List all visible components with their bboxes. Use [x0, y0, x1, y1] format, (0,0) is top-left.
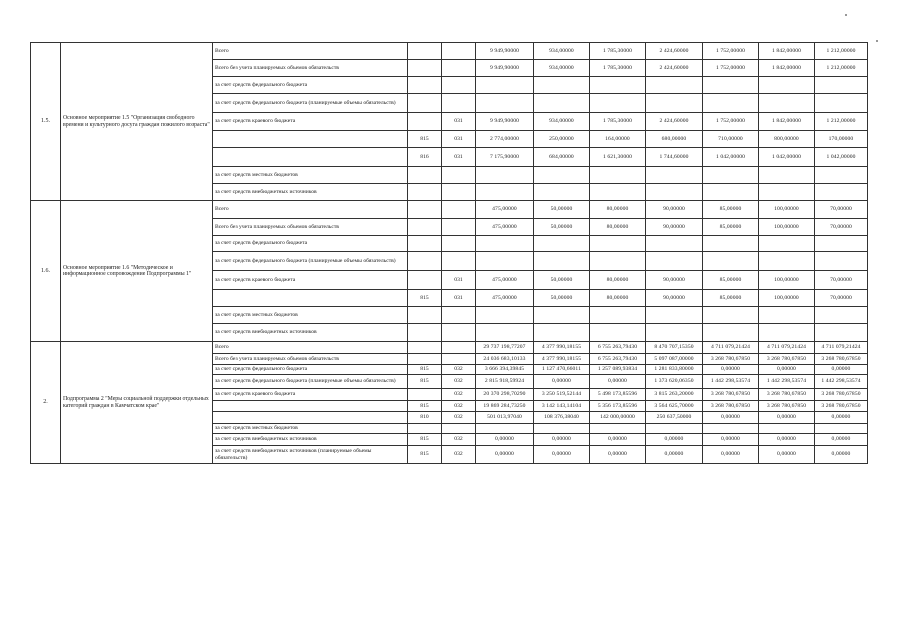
year-amount-cell: 710,00000	[703, 131, 759, 148]
year-amount-cell: 934,00000	[534, 113, 590, 131]
year-amount-cell: 250 637,50000	[646, 412, 703, 424]
year-amount-cell	[815, 184, 868, 201]
grbs-code-cell: 815	[408, 365, 442, 375]
funding-source-cell: Всего	[213, 201, 408, 219]
total-amount-cell: 7 175,90000	[476, 148, 534, 167]
year-amount-cell	[590, 252, 646, 271]
year-amount-cell: 0,00000	[646, 434, 703, 446]
year-amount-cell: 100,00000	[759, 201, 815, 219]
total-amount-cell: 9 949,90000	[476, 60, 534, 77]
year-amount-cell	[759, 324, 815, 342]
program-code-cell	[442, 324, 476, 342]
section-number: 2.	[31, 342, 61, 464]
year-amount-cell	[534, 307, 590, 324]
year-amount-cell: 85,00000	[703, 219, 759, 236]
year-amount-cell	[759, 252, 815, 271]
funding-source-cell: за счет средств внебюджетных источников	[213, 434, 408, 446]
total-amount-cell: 19 869 284,73250	[476, 401, 534, 412]
year-amount-cell: 0,00000	[703, 365, 759, 375]
funding-source-cell: за счет средств федерального бюджета (планируемые объемы обязательств)	[213, 94, 408, 113]
year-amount-cell: 1 042,00000	[703, 148, 759, 167]
year-amount-cell: 100,00000	[759, 271, 815, 290]
year-amount-cell: 3 815 263,20000	[646, 389, 703, 401]
program-code-cell: 031	[442, 113, 476, 131]
program-code-cell: 032	[442, 365, 476, 375]
funding-source-cell: Всего без учета планируемых объемов обязательств	[213, 354, 408, 365]
program-code-cell	[442, 354, 476, 365]
program-code-cell: 032	[442, 446, 476, 464]
year-amount-cell: 0,00000	[534, 375, 590, 389]
year-amount-cell: 0,00000	[759, 434, 815, 446]
year-amount-cell: 1 042,00000	[759, 148, 815, 167]
year-amount-cell	[815, 424, 868, 434]
budget-allocation-table	[30, 42, 868, 464]
year-amount-cell: 1 257 089,93834	[590, 365, 646, 375]
year-amount-cell: 1 785,30000	[590, 60, 646, 77]
funding-source-cell: за счет средств федерального бюджета	[213, 365, 408, 375]
year-amount-cell: 4 711 079,21424	[815, 342, 868, 354]
year-amount-cell: 80,00000	[590, 271, 646, 290]
grbs-code-cell	[408, 236, 442, 252]
grbs-code-cell	[408, 424, 442, 434]
funding-source-cell: за счет средств федерального бюджета	[213, 236, 408, 252]
year-amount-cell: 2 424,60000	[646, 60, 703, 77]
year-amount-cell: 3 564 625,70000	[646, 401, 703, 412]
year-amount-cell	[590, 324, 646, 342]
grbs-code-cell	[408, 43, 442, 60]
year-amount-cell: 3 268 780,67850	[759, 401, 815, 412]
total-amount-cell	[476, 252, 534, 271]
section-name: Основное мероприятие 1.5 "Организация свободного времени и культурного досуга граждан пожилого возраста"	[61, 43, 213, 201]
program-code-cell: 032	[442, 389, 476, 401]
year-amount-cell	[815, 167, 868, 184]
total-amount-cell	[476, 94, 534, 113]
year-amount-cell	[646, 94, 703, 113]
year-amount-cell: 1 752,00000	[703, 60, 759, 77]
year-amount-cell: 1 752,00000	[703, 113, 759, 131]
year-amount-cell	[759, 307, 815, 324]
funding-source-cell: за счет средств внебюджетных источников (планируемые объемы обязательств)	[213, 446, 408, 464]
year-amount-cell: 108 376,38040	[534, 412, 590, 424]
year-amount-cell	[815, 94, 868, 113]
program-code-cell	[442, 342, 476, 354]
year-amount-cell: 3 268 780,67850	[815, 401, 868, 412]
program-code-cell	[442, 219, 476, 236]
year-amount-cell: 0,00000	[759, 365, 815, 375]
total-amount-cell	[476, 307, 534, 324]
year-amount-cell: 3 268 780,67850	[759, 354, 815, 365]
program-code-cell	[442, 201, 476, 219]
funding-source-cell: за счет средств местных бюджетов	[213, 307, 408, 324]
grbs-code-cell: 815	[408, 434, 442, 446]
total-amount-cell: 9 949,90000	[476, 43, 534, 60]
year-amount-cell: 0,00000	[815, 365, 868, 375]
year-amount-cell	[534, 94, 590, 113]
year-amount-cell: 1 442 298,53574	[759, 375, 815, 389]
total-amount-cell: 3 666 394,39845	[476, 365, 534, 375]
year-amount-cell	[646, 184, 703, 201]
grbs-code-cell	[408, 271, 442, 290]
funding-source-cell	[213, 290, 408, 307]
year-amount-cell	[703, 307, 759, 324]
funding-source-cell: за счет средств федерального бюджета (планируемые объемы обязательств)	[213, 252, 408, 271]
year-amount-cell	[646, 77, 703, 94]
year-amount-cell: 2 424,60000	[646, 113, 703, 131]
total-amount-cell: 24 036 683,10133	[476, 354, 534, 365]
program-code-cell: 031	[442, 290, 476, 307]
grbs-code-cell	[408, 184, 442, 201]
year-amount-cell: 3 268 780,67850	[703, 401, 759, 412]
total-amount-cell: 20 370 298,70290	[476, 389, 534, 401]
year-amount-cell: 0,00000	[815, 412, 868, 424]
year-amount-cell: 3 268 780,67850	[703, 389, 759, 401]
year-amount-cell: 4 711 079,21424	[759, 342, 815, 354]
year-amount-cell: 934,00000	[534, 60, 590, 77]
year-amount-cell	[646, 236, 703, 252]
year-amount-cell	[534, 184, 590, 201]
program-code-cell: 032	[442, 375, 476, 389]
section-number: 1.6.	[31, 201, 61, 342]
total-amount-cell: 2 815 918,59924	[476, 375, 534, 389]
section-name: Подпрограмма 2 "Меры социальной поддержки отдельных категорий граждан в Камчатском крае"	[61, 342, 213, 464]
year-amount-cell: 90,00000	[646, 201, 703, 219]
grbs-code-cell	[408, 389, 442, 401]
year-amount-cell: 1 842,00000	[759, 60, 815, 77]
year-amount-cell	[815, 307, 868, 324]
table-row	[31, 201, 868, 219]
year-amount-cell: 4 377 990,18155	[534, 354, 590, 365]
program-code-cell: 031	[442, 271, 476, 290]
year-amount-cell: 1 744,60000	[646, 148, 703, 167]
year-amount-cell: 50,00000	[534, 219, 590, 236]
program-code-cell	[442, 184, 476, 201]
year-amount-cell: 70,00000	[815, 290, 868, 307]
year-amount-cell: 100,00000	[759, 290, 815, 307]
grbs-code-cell	[408, 60, 442, 77]
grbs-code-cell: 815	[408, 401, 442, 412]
year-amount-cell	[759, 424, 815, 434]
year-amount-cell: 0,00000	[703, 412, 759, 424]
total-amount-cell: 475,00000	[476, 219, 534, 236]
year-amount-cell: 1 842,00000	[759, 113, 815, 131]
year-amount-cell: 1 212,00000	[815, 43, 868, 60]
funding-source-cell: за счет средств федерального бюджета	[213, 77, 408, 94]
year-amount-cell: 0,00000	[815, 446, 868, 464]
year-amount-cell: 50,00000	[534, 271, 590, 290]
funding-source-cell: за счет средств внебюджетных источников	[213, 184, 408, 201]
year-amount-cell: 85,00000	[703, 271, 759, 290]
total-amount-cell	[476, 424, 534, 434]
year-amount-cell: 0,00000	[759, 446, 815, 464]
year-amount-cell: 0,00000	[590, 446, 646, 464]
year-amount-cell	[815, 236, 868, 252]
year-amount-cell: 250,00000	[534, 131, 590, 148]
year-amount-cell: 50,00000	[534, 201, 590, 219]
year-amount-cell	[646, 424, 703, 434]
funding-source-cell: за счет средств краевого бюджета	[213, 113, 408, 131]
year-amount-cell	[759, 236, 815, 252]
year-amount-cell: 170,00000	[815, 131, 868, 148]
grbs-code-cell	[408, 201, 442, 219]
total-amount-cell	[476, 324, 534, 342]
funding-source-cell: за счет средств краевого бюджета	[213, 389, 408, 401]
year-amount-cell	[646, 167, 703, 184]
year-amount-cell	[759, 94, 815, 113]
funding-source-cell: за счет средств местных бюджетов	[213, 167, 408, 184]
total-amount-cell	[476, 236, 534, 252]
year-amount-cell	[646, 252, 703, 271]
grbs-code-cell	[408, 94, 442, 113]
year-amount-cell: 5 097 087,00000	[646, 354, 703, 365]
year-amount-cell	[534, 424, 590, 434]
year-amount-cell	[590, 236, 646, 252]
grbs-code-cell: 815	[408, 290, 442, 307]
year-amount-cell	[703, 94, 759, 113]
scan-speck	[876, 40, 878, 42]
year-amount-cell: 80,00000	[590, 201, 646, 219]
table-body	[31, 43, 868, 464]
program-code-cell	[442, 236, 476, 252]
program-code-cell: 031	[442, 148, 476, 167]
year-amount-cell: 100,00000	[759, 219, 815, 236]
year-amount-cell	[703, 424, 759, 434]
year-amount-cell: 1 373 620,06350	[646, 375, 703, 389]
program-code-cell	[442, 424, 476, 434]
year-amount-cell: 3 142 143,14104	[534, 401, 590, 412]
year-amount-cell: 0,00000	[703, 434, 759, 446]
total-amount-cell: 475,00000	[476, 290, 534, 307]
program-code-cell	[442, 252, 476, 271]
year-amount-cell: 3 268 780,67850	[703, 354, 759, 365]
grbs-code-cell	[408, 113, 442, 131]
year-amount-cell: 6 755 263,79430	[590, 354, 646, 365]
grbs-code-cell: 815	[408, 446, 442, 464]
total-amount-cell: 2 774,00000	[476, 131, 534, 148]
grbs-code-cell	[408, 342, 442, 354]
year-amount-cell: 1 621,30000	[590, 148, 646, 167]
grbs-code-cell: 815	[408, 375, 442, 389]
year-amount-cell: 684,00000	[534, 148, 590, 167]
year-amount-cell	[703, 77, 759, 94]
year-amount-cell: 0,00000	[815, 434, 868, 446]
year-amount-cell	[703, 184, 759, 201]
year-amount-cell: 3 268 780,67850	[759, 389, 815, 401]
year-amount-cell: 80,00000	[590, 219, 646, 236]
year-amount-cell: 70,00000	[815, 219, 868, 236]
year-amount-cell	[590, 77, 646, 94]
year-amount-cell	[703, 236, 759, 252]
year-amount-cell	[703, 252, 759, 271]
funding-source-cell: Всего	[213, 342, 408, 354]
grbs-code-cell	[408, 77, 442, 94]
year-amount-cell: 1 442 298,53574	[703, 375, 759, 389]
year-amount-cell: 90,00000	[646, 271, 703, 290]
year-amount-cell: 800,00000	[759, 131, 815, 148]
year-amount-cell	[534, 77, 590, 94]
total-amount-cell: 9 949,90000	[476, 113, 534, 131]
year-amount-cell: 1 281 833,80000	[646, 365, 703, 375]
year-amount-cell	[759, 77, 815, 94]
year-amount-cell: 4 711 079,21424	[703, 342, 759, 354]
year-amount-cell: 3 268 780,67850	[815, 389, 868, 401]
year-amount-cell: 5 356 173,85596	[590, 401, 646, 412]
year-amount-cell: 4 377 990,18155	[534, 342, 590, 354]
year-amount-cell: 0,00000	[590, 375, 646, 389]
year-amount-cell	[590, 94, 646, 113]
total-amount-cell: 0,00000	[476, 434, 534, 446]
year-amount-cell: 70,00000	[815, 271, 868, 290]
program-code-cell	[442, 77, 476, 94]
year-amount-cell	[590, 167, 646, 184]
total-amount-cell	[476, 184, 534, 201]
grbs-code-cell: 815	[408, 131, 442, 148]
program-code-cell: 031	[442, 131, 476, 148]
funding-source-cell: за счет средств внебюджетных источников	[213, 324, 408, 342]
year-amount-cell: 1 042,00000	[815, 148, 868, 167]
year-amount-cell	[815, 77, 868, 94]
year-amount-cell: 3 268 780,67850	[815, 354, 868, 365]
total-amount-cell: 475,00000	[476, 201, 534, 219]
year-amount-cell: 1 212,00000	[815, 113, 868, 131]
year-amount-cell	[759, 167, 815, 184]
year-amount-cell: 90,00000	[646, 219, 703, 236]
year-amount-cell	[590, 184, 646, 201]
table-row	[31, 342, 868, 354]
section-number: 1.5.	[31, 43, 61, 201]
grbs-code-cell	[408, 167, 442, 184]
section-name: Основное мероприятие 1.6 "Методическое и информационное сопровождение Подпрограммы 1"	[61, 201, 213, 342]
program-code-cell	[442, 307, 476, 324]
year-amount-cell	[759, 184, 815, 201]
year-amount-cell: 1 752,00000	[703, 43, 759, 60]
table-row	[31, 43, 868, 60]
year-amount-cell: 2 424,60000	[646, 43, 703, 60]
year-amount-cell: 1 442 298,53574	[815, 375, 868, 389]
year-amount-cell: 1 842,00000	[759, 43, 815, 60]
funding-source-cell: за счет средств краевого бюджета	[213, 271, 408, 290]
year-amount-cell	[815, 324, 868, 342]
program-code-cell	[442, 94, 476, 113]
year-amount-cell: 1 785,30000	[590, 43, 646, 60]
funding-source-cell	[213, 401, 408, 412]
year-amount-cell: 85,00000	[703, 290, 759, 307]
program-code-cell	[442, 167, 476, 184]
grbs-code-cell	[408, 324, 442, 342]
program-code-cell: 032	[442, 401, 476, 412]
program-code-cell	[442, 43, 476, 60]
grbs-code-cell: 816	[408, 148, 442, 167]
year-amount-cell: 90,00000	[646, 290, 703, 307]
year-amount-cell	[590, 307, 646, 324]
year-amount-cell: 6 755 263,79430	[590, 342, 646, 354]
year-amount-cell: 5 498 173,85596	[590, 389, 646, 401]
year-amount-cell: 3 250 519,52144	[534, 389, 590, 401]
year-amount-cell	[703, 324, 759, 342]
grbs-code-cell	[408, 354, 442, 365]
funding-source-cell: Всего без учета планируемых объемов обязательств	[213, 60, 408, 77]
funding-source-cell: за счет средств федерального бюджета (планируемые объемы обязательств)	[213, 375, 408, 389]
year-amount-cell: 85,00000	[703, 201, 759, 219]
total-amount-cell: 29 737 198,77207	[476, 342, 534, 354]
year-amount-cell: 0,00000	[534, 434, 590, 446]
year-amount-cell	[646, 324, 703, 342]
year-amount-cell: 8 470 707,15350	[646, 342, 703, 354]
total-amount-cell	[476, 77, 534, 94]
year-amount-cell: 0,00000	[534, 446, 590, 464]
scan-speck	[845, 14, 847, 16]
total-amount-cell	[476, 167, 534, 184]
year-amount-cell: 0,00000	[703, 446, 759, 464]
funding-source-cell: за счет средств местных бюджетов	[213, 424, 408, 434]
year-amount-cell	[590, 424, 646, 434]
funding-source-cell: Всего без учета планируемых объемов обязательств	[213, 219, 408, 236]
year-amount-cell: 0,00000	[590, 434, 646, 446]
year-amount-cell: 934,00000	[534, 43, 590, 60]
funding-source-cell: Всего	[213, 43, 408, 60]
total-amount-cell: 0,00000	[476, 446, 534, 464]
year-amount-cell: 1 785,30000	[590, 113, 646, 131]
year-amount-cell	[703, 167, 759, 184]
program-code-cell: 032	[442, 434, 476, 446]
year-amount-cell: 70,00000	[815, 201, 868, 219]
year-amount-cell	[815, 252, 868, 271]
year-amount-cell: 0,00000	[759, 412, 815, 424]
year-amount-cell	[534, 167, 590, 184]
year-amount-cell: 0,00000	[646, 446, 703, 464]
year-amount-cell: 164,00000	[590, 131, 646, 148]
grbs-code-cell	[408, 252, 442, 271]
year-amount-cell: 80,00000	[590, 290, 646, 307]
year-amount-cell	[534, 236, 590, 252]
grbs-code-cell	[408, 219, 442, 236]
year-amount-cell: 50,00000	[534, 290, 590, 307]
grbs-code-cell	[408, 307, 442, 324]
year-amount-cell: 1 212,00000	[815, 60, 868, 77]
year-amount-cell: 680,00000	[646, 131, 703, 148]
funding-source-cell	[213, 148, 408, 167]
program-code-cell: 032	[442, 412, 476, 424]
year-amount-cell: 142 000,00000	[590, 412, 646, 424]
year-amount-cell	[534, 252, 590, 271]
program-code-cell	[442, 60, 476, 77]
grbs-code-cell: 810	[408, 412, 442, 424]
year-amount-cell: 1 127 470,66011	[534, 365, 590, 375]
funding-source-cell	[213, 412, 408, 424]
funding-source-cell	[213, 131, 408, 148]
total-amount-cell: 475,00000	[476, 271, 534, 290]
year-amount-cell	[646, 307, 703, 324]
year-amount-cell	[534, 324, 590, 342]
total-amount-cell: 501 013,97040	[476, 412, 534, 424]
